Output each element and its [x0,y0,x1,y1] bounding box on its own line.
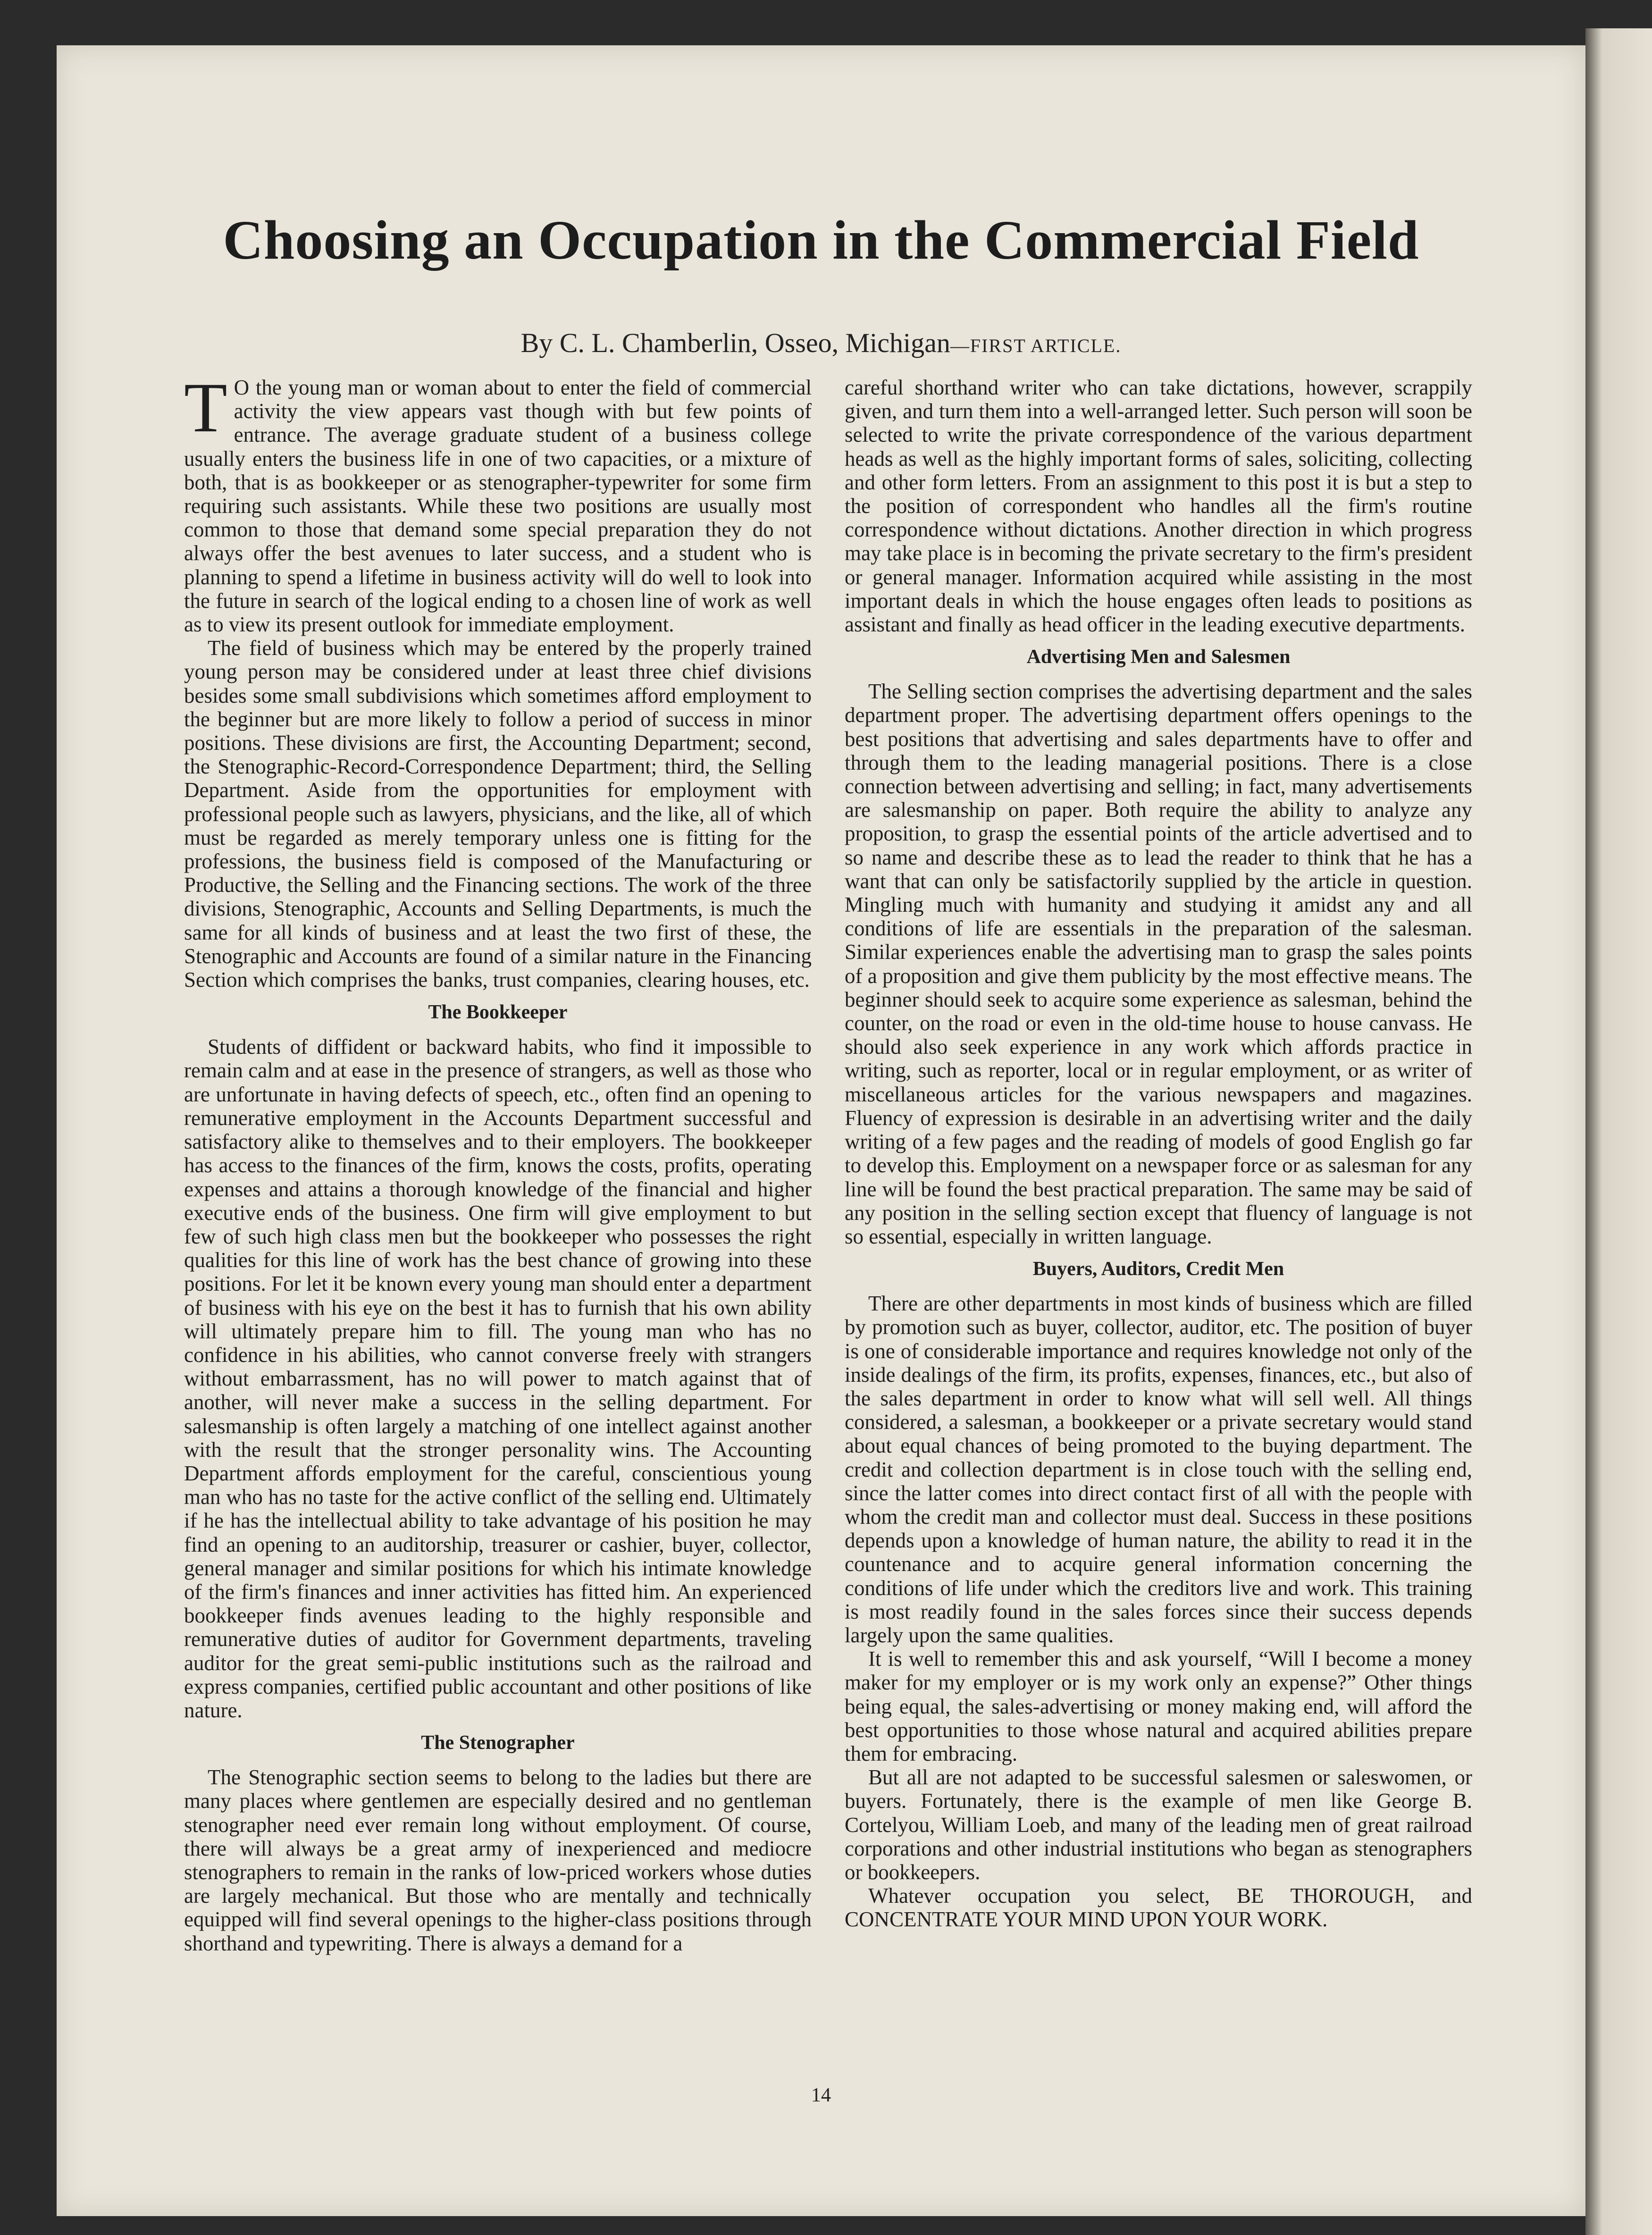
section-heading-stenographer: The Stenographer [421,1732,575,1754]
opening-paragraph: T O the young man or woman about to enter the field of commercial activity the view appears vast though with but few points of entrance. The average graduate student of a business college usually enters the business life in one of two capacities, or a mixture of both, that is as bookkeeper or as stenographer-typewriter for some firm requiring such assistants. While these two positions are usually most common to those that demand some special preparation they do not always offer the best avenues to later success, and a student who is planning to spend a lifetime in business activity will do well to look into the future in search of the logical ending to a chosen line of work as well as to view its present outlook for immediate employment. [184,369,812,637]
drop-cap: T [184,369,227,447]
byline-article-note: —FIRST ARTICLE. [950,335,1122,356]
section-heading-buyers: Buyers, Auditors, Credit Men [1032,1258,1284,1280]
paragraph: The Stenographic section seems to belong to the ladies but there are many places where gentlemen are especially desired and no gentleman stenographer need ever remain long without employment. Of course, there will always be a great army of inexperienced and mediocre stenographers to remain in the ranks of low-priced workers whose duties are largely mechanical. But those who are mentally and technically equipped will find several openings to the higher-class positions through shorthand and typewriting. There is always a demand for a [184,1765,812,1955]
section-heading-advertising: Advertising Men and Salesmen [1026,646,1291,668]
paragraph: The Selling section comprises the advertising department and the sales department proper. The advertising department offers openings to the best positions that advertising and sales departments have to offer and through them to the leading managerial positions. There is a close connection between advertising and selling; in fact, many advertisements are salesmanship on paper. Both require the ability to analyze any proposition, to grasp the essential points of the article advertised and to so name and describe these as to lead the reader to think that he has a want that can only be satisfactorily supplied by the article in question. Mingling much with humanity and studying it amidst any and all conditions of life are essentials in the preparation of the salesman. Similar experiences enable the advertising man to grasp the sales points of a proposition and give them publicity by the most effective means. The beginner should seek to acquire some experience as salesman, behind the counter, on the road or even in the old-time house to house canvass. He should also seek experience in any work which affords practice in writing, such as reporter, local or in regular employment, or as writer of miscellaneous articles for the various newspapers and magazines. Fluency of expression is desirable in an advertising writer and the daily writing of a few pages and the reading of models of good English go far to develop this. Employment on a newspaper force or as salesman for any line will be found the best practical preparation. The same may be said of any position in the selling section except that fluency of language is not so essential, especially in written language. [845,680,1472,1248]
closing-paragraph: Whatever occupation you select, BE THOROUGH, and CONCENTRATE YOUR MIND UPON YOUR WORK. [845,1884,1472,1932]
paragraph: careful shorthand writer who can take dictations, however, scrappily given, and turn them into a well-arranged letter. Such person will soon be selected to write the private correspondence of the various department heads as well as the highly important forms of sales, soliciting, collecting and other form letters. From an assignment to this post it is but a step to the position of correspondent who handles all the firm's routine correspondence without dictations. Another direction in which progress may take place is in becoming the private secretary to the firm's president or general manager. Information acquired while assisting in the most important deals in which the house engages often leads to positions as assistant and finally as head officer in the leading executive departments. [845,376,1472,637]
paragraph: The field of business which may be entered by the properly trained young person may be considered under at least three chief divisions besides some small subdivisions which sometimes afford employment to the beginner but are more likely to follow a period of success in minor positions. These divisions are first, the Accounting Department; second, the Stenographic-Record-Correspondence Department; third, the Selling Department. Aside from the opportunities for employment with professional people such as lawyers, physicians, and the like, all of which must be regarded as merely temporary unless one is fitting for the professions, the business field is composed of the Manufacturing or Productive, the Selling and the Financing sections. The work of the three divisions, Stenographic, Accounts and Selling Departments, is much the same for all kinds of business and at least the two first of these, the Stenographic and Accounts are found of a similar nature in the Financing Section which comprises the banks, trust companies, clearing houses, etc. [184,636,812,992]
byline-author: By C. L. Chamberlin, Osseo, Michigan [520,328,950,358]
article-title: Choosing an Occupation in the Commercial Field [223,209,1419,271]
paragraph: Students of diffident or backward habits, who find it impossible to remain calm and at ease in the presence of strangers, as well as those who are unfortunate in having defects of speech, etc., often find an opening to remunerative employment in the Accounts Department successful and satisfactory alike to themselves and to their employers. The bookkeeper has access to the finances of the firm, knows the costs, profits, operating expenses and attains a thorough knowledge of the financial and higher executive ends of the business. One firm will give employment to but few of such high class men but the bookkeeper who possesses the right qualities for this line of work has the best chance of growing into these positions. For let it be known every young man should enter a department of business with his eye on the best it has to furnish that his own ability will ultimately prepare him to fill. The young man who has no confidence in his abilities, who cannot converse freely with strangers without embarrassment, has no will power to match against that of another, will never make a success in the selling department. For salesmanship is often largely a matching of one intellect against another with the result that the stronger personality wins. The Accounting Department affords employment for the careful, conscientious young man who has no taste for the active conflict of the selling end. Ultimately if he has the intellectual ability to take advantage of his position he may find an opening to an auditorship, treasurer or cashier, buyer, collector, general manager and similar positions for which his intimate knowledge of the firm's finances and inner activities has fitted him. An experienced bookkeeper finds avenues leading to the highly responsible and remunerative duties of auditor for Government departments, traveling auditor for the great semi-public institutions such as the railroad and express companies, certified public accountant and other positions of like nature. [184,1035,812,1722]
paragraph: There are other departments in most kinds of business which are filled by promotion such as buyer, collector, auditor, etc. The position of buyer is one of considerable importance and requires knowledge not only of the inside dealings of the firm, its profits, expenses, finances, etc., but also of the sales department in order to know what will sell well. All things considered, a salesman, a bookkeeper or a private secretary would stand about equal chances of being promoted to the buying department. The credit and collection department is in close touch with the selling end, since the latter comes into direct contact first of all with the people with whom the credit man and collector must deal. Success in these positions depends upon a knowledge of human nature, the ability to read it in the countenance and to acquire general information concerning the conditions of life under which the creditors live and work. This training is most readily found in the sales forces since their success depends largely upon the same qualities. [845,1292,1472,1647]
left-column [184,369,812,1955]
right-column [845,376,1472,1932]
section-heading-bookkeeper: The Bookkeeper [428,1001,568,1024]
paragraph: It is well to remember this and ask yourself, “Will I become a money maker for my employer or is my work only an expense?” Other things being equal, the sales-advertising or money making end, will afford the best opportunities to those whose natural and acquired abilities prepare them for embracing. [845,1647,1472,1765]
facing-page-edge [1585,28,1652,2235]
paragraph: But all are not adapted to be successful salesmen or saleswomen, or buyers. Fortunately, there is the example of men like George B. Cortelyou, William Loeb, and many of the leading men of great railroad corporations and other industrial institutions who began as stenographers or bookkeepers. [845,1765,1472,1884]
magazine-page [57,45,1585,2216]
article-byline [57,327,1585,359]
page-number: 14 [811,2084,831,2106]
